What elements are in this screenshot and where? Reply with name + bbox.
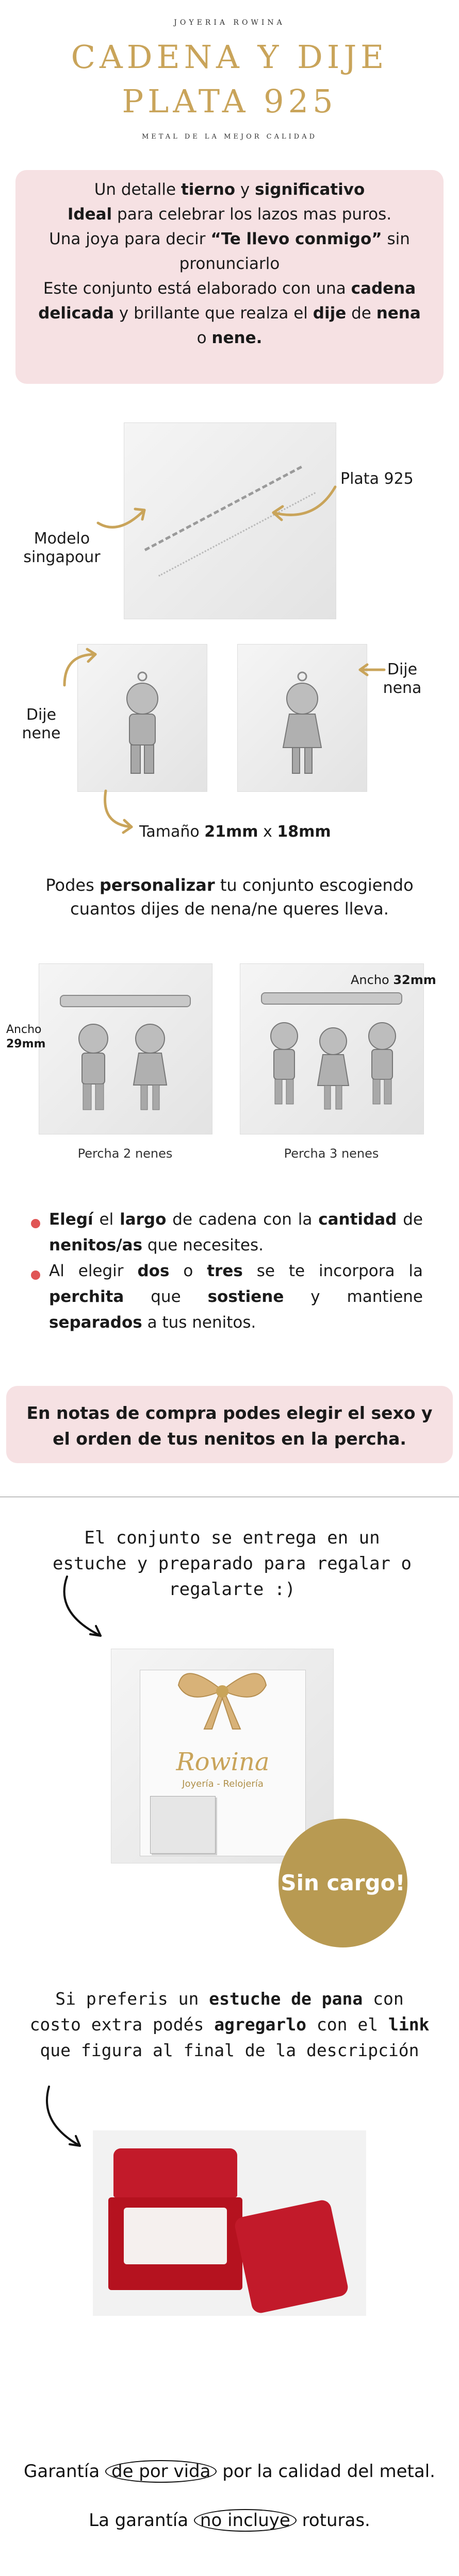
girl-charm-icon: [274, 670, 331, 778]
page-subtitle: METAL DE LA MEJOR CALIDAD: [141, 133, 318, 141]
bag-brand: Rowina: [176, 1748, 270, 1776]
warranty-line2: La garantía no incluye roturas.: [89, 2510, 370, 2531]
percha-bar: [60, 995, 191, 1007]
velvet-box-base: [108, 2197, 242, 2290]
boy-charm-icon: [114, 670, 171, 778]
curved-arrow-icon: [263, 482, 340, 528]
percha-3-charms-icon: [256, 1010, 411, 1124]
dije-nene-label: Dije nene: [22, 706, 61, 742]
modelo-label: Modelo singapour: [23, 530, 101, 566]
intro-text: Un detalle tierno y significativo Ideal para celebrar los lazos mas puros. Una joya para decir “Te llevo conmigo” sin pronunciarlo Este conjunto está elaborado con una cadena delicada y brillante que realza el dije de nena o nene.: [38, 180, 421, 347]
dije-nena-label: Dije nena: [383, 660, 422, 697]
page-title-line1: CADENA Y DIJE: [71, 38, 388, 76]
personalize-text: Podes personalizar tu conjunto escogiendo cuantos dijes de nena/ne queres lleva.: [45, 875, 414, 919]
curved-arrow-icon: [54, 644, 101, 690]
percha-bar: [261, 992, 402, 1005]
velvet-box-closed: [233, 2198, 349, 2314]
velvet-box-photo: [93, 2130, 366, 2316]
brand-name: JOYERIA ROWINA: [174, 19, 285, 27]
percha-2-charms-icon: [62, 1013, 186, 1126]
arrow-icon: [356, 659, 387, 680]
note-text: En notas de compra podes elegir el sexo y el orden de tus nenitos en la percha.: [26, 1403, 433, 1449]
velvet-box-lid: [113, 2148, 237, 2197]
curved-arrow-icon: [93, 500, 150, 541]
bullet-item-1: Elegí el largo de cadena con la cantidad de nenitos/as que necesites.: [49, 1210, 423, 1255]
page-title-line2: PLATA 925: [122, 82, 337, 120]
packaging-text: El conjunto se entrega en un estuche y preparado para regalar o regalarte :): [53, 1528, 412, 1600]
bullet-dot: [31, 1270, 40, 1280]
note-box: [6, 1386, 453, 1463]
warranty-line1: Garantía de por vida por la calidad del metal.: [24, 2461, 435, 2482]
bullet-dot: [31, 1219, 40, 1228]
gift-box: [150, 1796, 216, 1854]
intro-box: [15, 170, 444, 384]
ribbon-bow-icon: [173, 1654, 271, 1732]
gift-bag-photo: [111, 1649, 334, 1863]
bullet-item-2: Al elegir dos o tres se te incorpora la perchita que sostiene y mantiene separados a tus nenitos.: [49, 1262, 423, 1332]
velvet-text: Si preferis un estuche de pana con costo extra podés agregarlo con el link que figura al final de la descripción: [29, 1989, 430, 2060]
bag-subtitle: Joyería - Relojería: [182, 1778, 264, 1789]
plata-label: Plata 925: [340, 470, 414, 488]
curved-arrow-icon: [95, 788, 137, 835]
percha-3-caption: Percha 3 nenes: [284, 1146, 379, 1161]
free-badge: Sin cargo!: [278, 1819, 407, 1947]
curved-arrow-icon: [52, 1571, 113, 1643]
dije-nena-photo: [237, 644, 367, 792]
percha-3-photo: [240, 963, 424, 1134]
percha-2-photo: [39, 963, 212, 1134]
curved-arrow-icon: [39, 2081, 90, 2154]
velvet-box-inner: [124, 2208, 227, 2264]
ancho-29-label: Ancho 29mm: [6, 1023, 46, 1050]
ancho-32-label: Ancho 32mm: [351, 973, 436, 987]
percha-2-caption: Percha 2 nenes: [77, 1146, 173, 1161]
size-label: Tamaño 21mm x 18mm: [139, 823, 331, 841]
